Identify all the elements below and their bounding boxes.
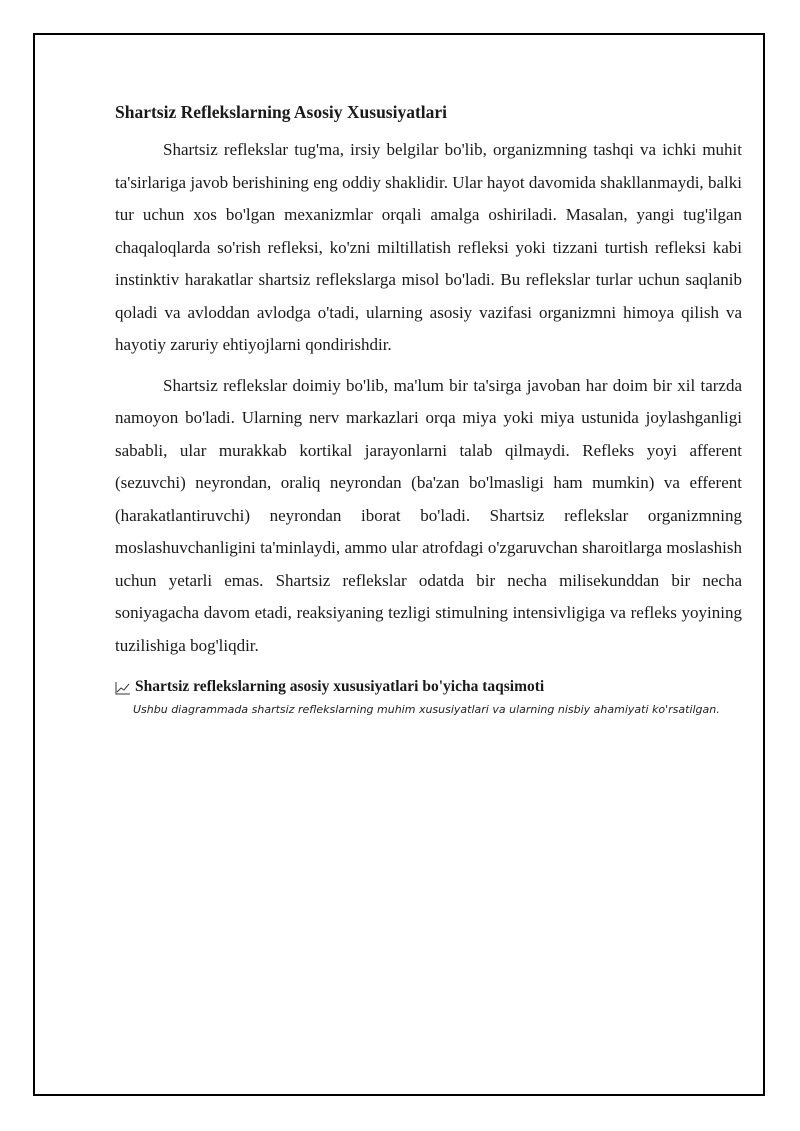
chart-icon xyxy=(115,680,131,694)
chart-caption xyxy=(115,676,742,698)
document-body xyxy=(115,96,742,718)
chart-caption-subtitle: Ushbu diagrammada shartsiz reflekslarning muhim xususiyatlari va ularning nisbiy ahamiyati ko'rsatilgan. xyxy=(133,703,720,716)
paragraph-2: Shartsiz reflekslar doimiy bo'lib, ma'lum bir ta'sirga javoban har doim bir xil tarzda namoyon bo'ladi. Ularning nerv markazlari orqa miya yoki miya ustunida joylashganligi sababli, ular murakkab kortikal jarayonlarni talab qilmaydi. Refleks yoyi afferent (sezuvchi) neyrondan, oraliq neyrondan (ba'zan bo'lmasligi ham mumkin) va efferent (harakatlantiruvchi) neyrondan iborat bo'ladi. Shartsiz reflekslar organizmning moslashuvchanligini ta'minlaydi, ammo ular atrofdagi o'zgaruvchan sharoitlarga moslashish uchun yetarli emas. Shartsiz reflekslar odatda bir necha milisekunddan bir necha soniyagacha davom etadi, reaksiyaning tezligi stimulning intensivligiga va refleks yoyining tuzilishiga bog'liqdir. xyxy=(115,375,742,655)
section-heading: Shartsiz Reflekslarning Asosiy Xususiyatlari xyxy=(115,102,448,122)
paragraph-1: Shartsiz reflekslar tug'ma, irsiy belgilar bo'lib, organizmning tashqi va ichki muhit ta'sirlariga javob berishining eng oddiy shaklidir. Ular hayot davomida shakllanmaydi, balki tur uchun xos bo'lgan mexanizmlar orqali amalga oshiriladi. Masalan, yangi tug'ilgan chaqaloqlarda so'rish refleksi, ko'zni miltillatish refleksi yoki tizzani turtish refleksi kabi instinktiv harakatlar shartsiz reflekslarga misol bo'ladi. Bu reflekslar turlar uchun saqlanib qoladi va avloddan avlodga o'tadi, ularning asosiy vazifasi organizmni himoya qilish va hayotiy zaruriy ehtiyojlarni qondirishdir. xyxy=(115,140,742,354)
chart-caption-title: Shartsiz reflekslarning asosiy xususiyatlari bo'yicha taqsimoti xyxy=(135,678,545,695)
